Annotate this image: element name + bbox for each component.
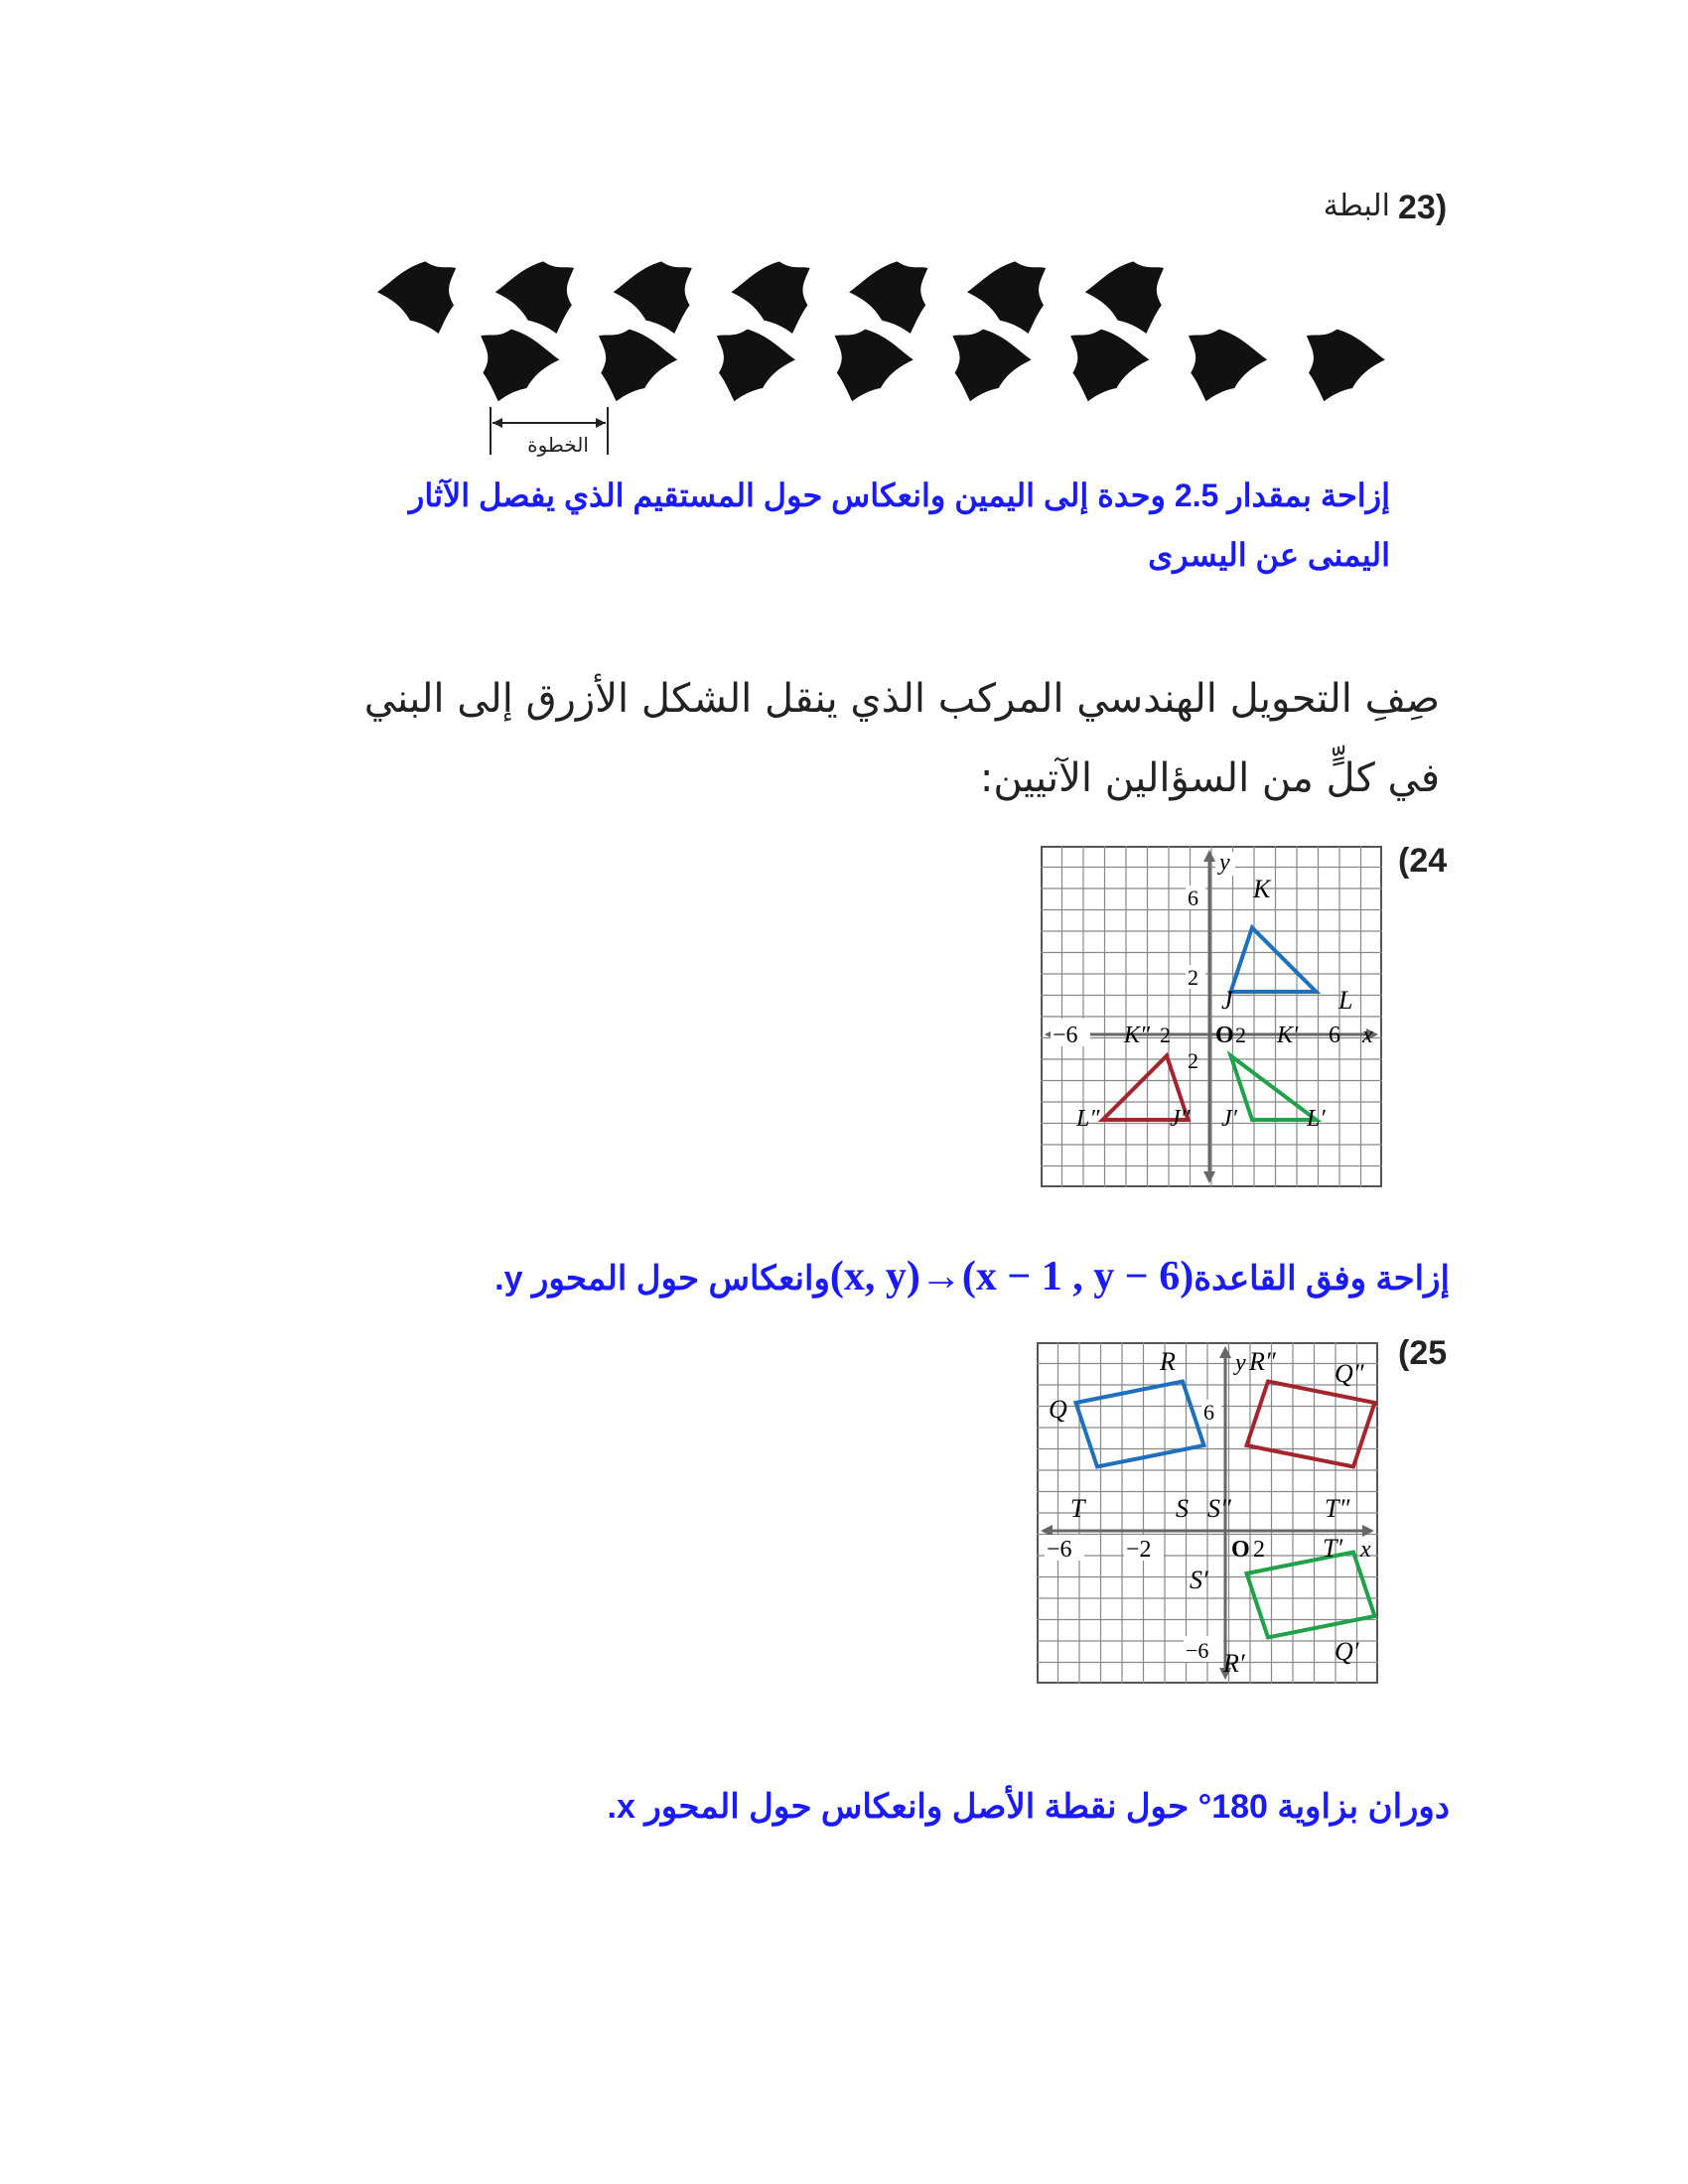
question-25-answer: دوران بزاوية 180° حول نقطة الأصل وانعكاس حول المحور x. xyxy=(607,1788,1450,1826)
question-23-title: البطة xyxy=(1323,189,1390,223)
tick-label: 6 xyxy=(1203,1400,1214,1425)
question-23-number: 23) xyxy=(1398,189,1448,226)
vertex-label-R: R xyxy=(1160,1347,1176,1376)
graph-24 xyxy=(1041,846,1382,1187)
vertex-label-L: L xyxy=(1338,986,1353,1015)
tick-label: 2 xyxy=(1160,1023,1171,1047)
tick-label: 2 xyxy=(1188,965,1198,990)
question-23-answer-line2: اليمنى عن اليسرى xyxy=(1148,537,1390,573)
question-24-number: (24 xyxy=(1398,842,1448,880)
vertex-label-L-prime: L′ xyxy=(1307,1106,1326,1132)
vertex-label-J: J xyxy=(1221,986,1233,1015)
tick-label: −2 xyxy=(1126,1537,1152,1563)
vertex-label-L-double-prime: L″ xyxy=(1076,1106,1100,1132)
origin-label: O xyxy=(1215,1023,1234,1048)
vertex-label-Q-prime: Q′ xyxy=(1335,1637,1359,1666)
graph-25 xyxy=(1037,1342,1378,1684)
vertex-label-R-prime: R′ xyxy=(1223,1649,1245,1678)
tick-label: 2 xyxy=(1235,1023,1246,1047)
vertex-label-T-double-prime: T″ xyxy=(1325,1494,1350,1523)
x-axis-label: x xyxy=(1360,1537,1371,1563)
vertex-label-T-prime: T′ xyxy=(1323,1534,1343,1563)
vertex-label-K: K xyxy=(1253,875,1271,903)
question-23-answer-line1: إزاحة بمقدار 2.5 وحدة إلى اليمين وانعكاس حول المستقيم الذي يفصل الآثار xyxy=(408,478,1390,513)
y-axis-label: y xyxy=(1219,850,1230,876)
tick-label: 6 xyxy=(1188,886,1198,910)
answer-prefix: إزاحة وفق القاعدة xyxy=(1194,1260,1450,1297)
x-axis-label: x xyxy=(1362,1023,1373,1048)
tick-label: −6 xyxy=(1053,1023,1078,1048)
vertex-label-J-double-prime: J″ xyxy=(1170,1106,1191,1132)
vertex-label-K-prime: K′ xyxy=(1277,1023,1299,1048)
vertex-label-Q: Q xyxy=(1049,1395,1067,1424)
question-24-answer xyxy=(278,1253,1450,1300)
vertex-label-S: S xyxy=(1176,1494,1189,1523)
tick-label: −6 xyxy=(1047,1537,1072,1563)
vertex-label-R-double-prime: R″ xyxy=(1249,1347,1276,1376)
vertex-label-Q-double-prime: Q″ xyxy=(1335,1359,1364,1388)
vertex-label-S-prime: S′ xyxy=(1190,1566,1208,1594)
vertex-label-K-double-prime: K″ xyxy=(1124,1023,1151,1048)
question-25-number: (25 xyxy=(1398,1334,1448,1372)
instructions-line1: صِفِ التحويل الهندسي المركب الذي ينقل الشكل الأزرق إلى البني xyxy=(363,676,1440,722)
instructions-line2: في كلٍّ من السؤالين الآتيين: xyxy=(979,755,1440,801)
translation-rule: (x, y)→(x − 1 , y − 6) xyxy=(829,1254,1195,1299)
vertex-label-J-prime: J′ xyxy=(1221,1106,1237,1132)
vertex-label-S-double-prime: S″ xyxy=(1207,1494,1231,1523)
tick-label: 2 xyxy=(1253,1537,1265,1563)
y-axis-label: y xyxy=(1235,1350,1246,1376)
answer-suffix: وانعكاس حول المحور y. xyxy=(494,1260,830,1297)
tick-label: 6 xyxy=(1329,1023,1340,1048)
vertex-label-T: T xyxy=(1070,1494,1085,1523)
tick-label: −6 xyxy=(1186,1638,1209,1663)
tick-label: 2 xyxy=(1188,1048,1198,1073)
origin-label: O xyxy=(1231,1537,1250,1563)
step-label: الخطوة xyxy=(527,433,589,457)
